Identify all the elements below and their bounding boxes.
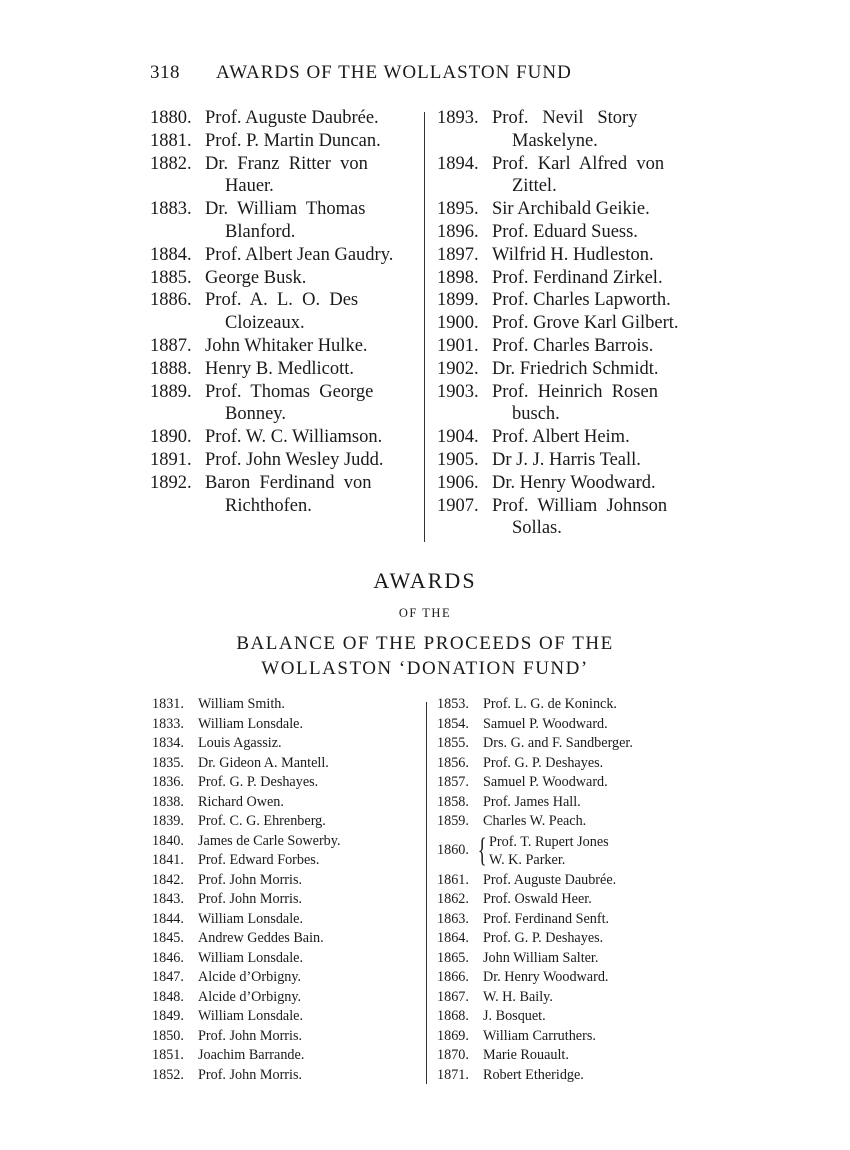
- award-year: 1897.: [437, 244, 479, 265]
- recipient-name: [492, 198, 699, 221]
- recipient-name-text: John Whitaker Hulke.: [205, 335, 368, 356]
- list-item: [437, 910, 707, 930]
- award-year: 1840.: [152, 832, 184, 849]
- award-year: 1841.: [152, 852, 184, 868]
- list-item: [152, 773, 420, 793]
- recipient-name: [198, 871, 420, 891]
- recipient-name: [198, 929, 420, 949]
- list-item: [437, 153, 699, 199]
- recipient-name-text: Prof. Thomas George: [205, 381, 374, 402]
- recipient-name: [205, 335, 412, 358]
- award-year: 1842.: [152, 871, 184, 888]
- recipient-name: [492, 335, 699, 358]
- recipient-name: [205, 472, 412, 518]
- award-year: 1839.: [152, 813, 184, 829]
- recipient-name-text: Prof. P. Martin Duncan.: [205, 130, 381, 151]
- recipient-name-text: William Smith.: [198, 696, 285, 712]
- recipient-name-text: Prof. John Morris.: [198, 891, 303, 907]
- brace-symbol: {: [477, 832, 487, 869]
- recipient-name: [492, 381, 699, 427]
- recipient-name-text: Prof. Ferdinand Senft.: [483, 910, 610, 927]
- award-year: 1843.: [152, 891, 184, 907]
- recipient-name: [483, 988, 707, 1008]
- recipient-name: [483, 1027, 707, 1047]
- recipient-name-text: Prof. John Morris.: [198, 871, 303, 888]
- award-year: 1862.: [437, 891, 469, 907]
- recipient-name: [483, 929, 707, 949]
- list-item: [152, 695, 420, 715]
- list-item: [437, 221, 699, 244]
- recipient-name-text: Dr J. J. Harris Teall.: [492, 449, 641, 470]
- award-year: 1849.: [152, 1008, 184, 1024]
- recipient-name-continuation: Sollas.: [512, 518, 562, 539]
- award-year: 1838.: [152, 793, 184, 810]
- recipient-name: [205, 381, 412, 427]
- recipient-name: [198, 695, 420, 715]
- recipient-name-text: Prof. Charles Barrois.: [492, 335, 654, 356]
- list-item: [152, 1046, 420, 1066]
- recipient-name-text: William Lonsdale.: [198, 949, 304, 966]
- recipient-name: [198, 754, 420, 774]
- recipient-name: W. K. Parker.: [489, 852, 566, 868]
- award-year: 1883.: [150, 199, 192, 220]
- recipient-name-text: Charles W. Peach.: [483, 813, 587, 829]
- list-item: [437, 426, 699, 449]
- recipient-name-text: Prof. C. G. Ehrenberg.: [198, 813, 326, 829]
- award-year: 1836.: [152, 774, 184, 790]
- recipient-name: [483, 773, 707, 793]
- list-item: [152, 793, 420, 813]
- recipient-name-text: John William Salter.: [483, 949, 599, 966]
- list-item: [150, 107, 412, 130]
- recipient-name-continuation: Hauer.: [225, 176, 274, 197]
- list-item: [152, 988, 420, 1008]
- award-year: 1850.: [152, 1027, 184, 1044]
- recipient-name-text: Alcide d’Orbigny.: [198, 969, 302, 985]
- list-item: [437, 495, 699, 541]
- recipient-name: [483, 1007, 707, 1027]
- list-item: [437, 358, 699, 381]
- list-item: [437, 988, 707, 1008]
- recipient-name: [492, 107, 699, 153]
- list-item: [437, 289, 699, 312]
- list-item: [437, 929, 707, 949]
- wollaston-awards-right-column: [437, 107, 699, 540]
- recipient-name: [205, 426, 412, 449]
- recipient-name-text: Dr. Henry Woodward.: [483, 969, 609, 985]
- award-year: 1834.: [152, 735, 184, 751]
- award-year: 1831.: [152, 696, 184, 712]
- recipient-name: [198, 988, 420, 1008]
- recipient-name: [492, 495, 699, 541]
- recipient-name-text: William Carruthers.: [483, 1027, 596, 1044]
- list-item: [150, 335, 412, 358]
- award-year: 1904.: [437, 427, 479, 448]
- recipient-name-text: Prof. Charles Lapworth.: [492, 290, 671, 311]
- recipient-name-text: Robert Etheridge.: [483, 1066, 584, 1083]
- award-year: 1869.: [437, 1027, 469, 1044]
- list-item: [437, 244, 699, 267]
- award-year: 1896.: [437, 221, 479, 242]
- award-year: 1859.: [437, 813, 469, 829]
- recipient-name: [198, 968, 420, 988]
- list-item: [437, 107, 699, 153]
- award-year: 1903.: [437, 381, 479, 402]
- recipient-name-text: Joachim Barrande.: [198, 1047, 305, 1063]
- award-year: 1901.: [437, 335, 479, 356]
- list-item: [437, 267, 699, 290]
- award-year: 1846.: [152, 949, 184, 966]
- recipient-name-text: Richard Owen.: [198, 793, 284, 810]
- joint-recipients: [489, 833, 609, 870]
- recipient-name-text: James de Carle Sowerby.: [198, 832, 341, 849]
- recipient-name-text: William Lonsdale.: [198, 715, 304, 732]
- recipient-name-text: Alcide d’Orbigny.: [198, 988, 302, 1005]
- recipient-name-text: Prof. Edward Forbes.: [198, 852, 320, 868]
- recipient-name: [198, 832, 420, 852]
- award-year: 1865.: [437, 949, 469, 966]
- recipient-name-text: Prof. Albert Heim.: [492, 427, 630, 448]
- recipient-name-text: William Lonsdale.: [198, 1008, 304, 1024]
- recipient-name: [483, 793, 707, 813]
- list-item: [152, 851, 420, 871]
- award-year: 1892.: [150, 472, 192, 493]
- award-year: 1861.: [437, 871, 469, 888]
- award-year: 1886.: [150, 290, 192, 311]
- list-item: [150, 267, 412, 290]
- award-year: 1889.: [150, 381, 192, 402]
- list-item: [150, 198, 412, 244]
- recipient-name-continuation: Bonney.: [225, 404, 286, 425]
- recipient-name-text: Prof. Auguste Daubrée.: [483, 871, 617, 888]
- award-year: 1881.: [150, 130, 192, 151]
- award-year: 1871.: [437, 1066, 469, 1083]
- list-item: [150, 130, 412, 153]
- recipient-name-text: Prof. William Johnson: [492, 495, 668, 516]
- list-item: [437, 754, 707, 774]
- list-item: [437, 695, 707, 715]
- donation-fund-right-column: [437, 695, 707, 1085]
- list-item: [437, 949, 707, 969]
- recipient-name: [198, 793, 420, 813]
- wollaston-awards-left-column: [150, 107, 412, 517]
- recipient-name: [492, 244, 699, 267]
- recipient-name-text: Prof. L. G. de Koninck.: [483, 696, 617, 712]
- recipient-name-text: Drs. G. and F. Sandberger.: [483, 735, 633, 751]
- list-item: [152, 832, 420, 852]
- award-year: 1833.: [152, 715, 184, 732]
- recipient-name-text: Sir Archibald Geikie.: [492, 199, 650, 220]
- recipient-name-text: Prof. John Wesley Judd.: [205, 449, 384, 470]
- award-year: 1880.: [150, 108, 192, 128]
- list-item: [150, 449, 412, 472]
- list-item: [152, 754, 420, 774]
- award-year: 1835.: [152, 754, 184, 771]
- recipient-name: [483, 734, 707, 754]
- recipient-name: [205, 267, 412, 290]
- recipient-name: [198, 910, 420, 930]
- list-item: [152, 890, 420, 910]
- recipient-name-text: Louis Agassiz.: [198, 735, 282, 751]
- list-item: [150, 244, 412, 267]
- recipient-name: [205, 107, 412, 130]
- list-item: [152, 1066, 420, 1086]
- recipient-name-text: Dr. William Thomas: [205, 199, 366, 220]
- list-item: [437, 1066, 707, 1086]
- recipient-name-text: J. Bosquet.: [483, 1008, 546, 1024]
- recipient-name: [198, 773, 420, 793]
- recipient-name: [198, 1066, 420, 1086]
- recipient-name: Prof. T. Rupert Jones: [489, 833, 609, 850]
- recipient-name: [492, 426, 699, 449]
- list-item: [437, 968, 707, 988]
- recipient-name-text: Prof. Nevil Story: [492, 108, 638, 128]
- recipient-name-text: Prof. G. P. Deshayes.: [483, 930, 604, 946]
- list-item: [437, 335, 699, 358]
- list-item: [437, 793, 707, 813]
- header-title: AWARDS OF THE WOLLASTON FUND: [216, 62, 572, 83]
- recipient-name-text: Prof. John Morris.: [198, 1027, 303, 1044]
- list-item: [437, 1007, 707, 1027]
- column-divider: [424, 112, 425, 542]
- recipient-name-text: Marie Rouault.: [483, 1047, 569, 1063]
- recipient-name-text: George Busk.: [205, 267, 307, 288]
- award-year: 1885.: [150, 267, 192, 288]
- section-subtitle-line-2: WOLLASTON ‘DONATION FUND’: [261, 658, 589, 679]
- award-year: 1854.: [437, 715, 469, 732]
- recipient-name-continuation: Zittel.: [512, 176, 557, 197]
- recipient-name-text: Prof. G. P. Deshayes.: [198, 774, 319, 790]
- recipient-name-text: W. H. Baily.: [483, 988, 553, 1005]
- award-year: 1860.: [437, 842, 469, 859]
- recipient-name-text: Prof. Ferdinand Zirkel.: [492, 267, 663, 288]
- donation-fund-left-column: [152, 695, 420, 1085]
- award-year: 1844.: [152, 910, 184, 927]
- list-item: [437, 1046, 707, 1066]
- list-item: [437, 871, 707, 891]
- recipient-name-text: Prof. Auguste Daubrée.: [205, 108, 379, 128]
- list-item: [437, 734, 707, 754]
- recipient-name: [483, 1046, 707, 1066]
- section-subtitle-line-1: BALANCE OF THE PROCEEDS OF THE: [236, 633, 614, 654]
- award-year: 1866.: [437, 969, 469, 985]
- recipient-name-text: Samuel P. Woodward.: [483, 715, 608, 732]
- award-year: 1863.: [437, 910, 469, 927]
- recipient-name-continuation: busch.: [512, 404, 560, 425]
- recipient-name: [205, 153, 412, 199]
- list-item: [437, 312, 699, 335]
- recipient-name: [198, 949, 420, 969]
- award-year: 1898.: [437, 267, 479, 288]
- award-year: 1847.: [152, 969, 184, 985]
- recipient-name-text: Dr. Franz Ritter von: [205, 153, 368, 174]
- recipient-name-text: Dr. Gideon A. Mantell.: [198, 754, 329, 771]
- award-year: 1893.: [437, 108, 479, 128]
- award-year: 1852.: [152, 1066, 184, 1083]
- recipient-name-text: Prof. Albert Jean Gaudry.: [205, 244, 394, 265]
- recipient-name: [205, 358, 412, 381]
- award-year: 1899.: [437, 290, 479, 311]
- list-item: [152, 929, 420, 949]
- award-year: 1900.: [437, 313, 479, 334]
- list-item: [152, 812, 420, 832]
- award-year: 1858.: [437, 793, 469, 810]
- recipient-name: [492, 153, 699, 199]
- list-item: [150, 289, 412, 335]
- recipient-name: [483, 812, 707, 832]
- recipient-name: [492, 289, 699, 312]
- recipient-name: [198, 851, 420, 871]
- page-number: 318: [150, 62, 180, 83]
- award-year: 1887.: [150, 335, 192, 356]
- recipient-name: [492, 221, 699, 244]
- recipient-name: [483, 890, 707, 910]
- award-year: 1891.: [150, 449, 192, 470]
- recipient-name-text: Prof. Karl Alfred von: [492, 153, 665, 174]
- list-item: [437, 890, 707, 910]
- column-divider: [426, 702, 427, 1084]
- recipient-name-continuation: Maskelyne.: [512, 130, 598, 151]
- recipient-name: [198, 1046, 420, 1066]
- recipient-name: [492, 312, 699, 335]
- recipient-name: [483, 695, 707, 715]
- recipient-name: [198, 812, 420, 832]
- award-year: 1907.: [437, 495, 479, 516]
- recipient-name: [483, 754, 707, 774]
- award-year: 1856.: [437, 754, 469, 771]
- recipient-name-text: Prof. A. L. O. Des: [205, 290, 359, 311]
- award-year: 1884.: [150, 244, 192, 265]
- award-year: 1855.: [437, 735, 469, 751]
- section-title: AWARDS: [373, 568, 477, 593]
- recipient-name: [483, 968, 707, 988]
- recipient-name-text: Samuel P. Woodward.: [483, 774, 608, 790]
- award-year: 1870.: [437, 1047, 469, 1063]
- recipient-name-text: Prof. Heinrich Rosen: [492, 381, 658, 402]
- list-item: [150, 153, 412, 199]
- list-item: [437, 773, 707, 793]
- award-year: 1851.: [152, 1047, 184, 1063]
- list-item: [150, 472, 412, 518]
- recipient-name: [483, 949, 707, 969]
- list-item: [437, 832, 707, 871]
- list-item: [152, 1027, 420, 1047]
- recipient-name: [483, 715, 707, 735]
- recipient-name: [483, 1066, 707, 1086]
- list-item: [437, 472, 699, 495]
- recipient-name-text: Prof. Eduard Suess.: [492, 221, 638, 242]
- recipient-name-text: Prof. Grove Karl Gilbert.: [492, 313, 679, 334]
- award-year: 1888.: [150, 358, 192, 379]
- list-item: [152, 1007, 420, 1027]
- list-item: [150, 381, 412, 427]
- recipient-name: [198, 1027, 420, 1047]
- list-item: [437, 812, 707, 832]
- recipient-name-text: Prof. James Hall.: [483, 793, 581, 810]
- award-year: 1848.: [152, 988, 184, 1005]
- recipient-name: [492, 267, 699, 290]
- recipient-name-text: Baron Ferdinand von: [205, 472, 372, 493]
- award-year: 1853.: [437, 696, 469, 712]
- recipient-name: [205, 198, 412, 244]
- recipient-name-text: Dr. Friedrich Schmidt.: [492, 358, 659, 379]
- recipient-name-text: Prof. Oswald Heer.: [483, 891, 592, 907]
- list-item: [152, 871, 420, 891]
- recipient-name-text: Prof. John Morris.: [198, 1066, 303, 1083]
- list-item: [437, 1027, 707, 1047]
- award-year: 1890.: [150, 427, 192, 448]
- recipient-name-text: Wilfrid H. Hudleston.: [492, 244, 654, 265]
- recipient-name: [198, 1007, 420, 1027]
- recipient-name-text: Henry B. Medlicott.: [205, 358, 355, 379]
- list-item: [152, 715, 420, 735]
- award-year: 1857.: [437, 774, 469, 790]
- award-year: 1906.: [437, 472, 479, 493]
- award-year: 1894.: [437, 153, 479, 174]
- recipient-name: [205, 130, 412, 153]
- recipient-name-continuation: Cloizeaux.: [225, 313, 305, 334]
- recipient-name: [205, 244, 412, 267]
- award-year: 1905.: [437, 449, 479, 470]
- award-year: 1868.: [437, 1008, 469, 1024]
- recipient-name: [205, 449, 412, 472]
- recipient-name: [483, 910, 707, 930]
- award-year: 1882.: [150, 153, 192, 174]
- list-item: [152, 949, 420, 969]
- list-item: [152, 968, 420, 988]
- recipient-name: [198, 715, 420, 735]
- recipient-name-text: Prof. G. P. Deshayes.: [483, 754, 604, 771]
- recipient-name: [205, 289, 412, 335]
- list-item: [437, 449, 699, 472]
- recipient-name-text: Dr. Henry Woodward.: [492, 472, 656, 493]
- recipient-name: [492, 449, 699, 472]
- list-item: [150, 358, 412, 381]
- recipient-name-continuation: Blanford.: [225, 221, 296, 242]
- recipient-name-text: Prof. W. C. Williamson.: [205, 427, 383, 448]
- recipient-name-text: Andrew Geddes Bain.: [198, 930, 324, 946]
- recipient-name: [492, 358, 699, 381]
- recipient-name: [483, 871, 707, 891]
- award-year: 1902.: [437, 358, 479, 379]
- list-item: [437, 198, 699, 221]
- award-year: 1895.: [437, 199, 479, 220]
- award-year: 1845.: [152, 930, 184, 946]
- award-year: 1867.: [437, 988, 469, 1005]
- award-year: 1864.: [437, 930, 469, 946]
- running-header: [150, 62, 670, 84]
- recipient-name: [492, 472, 699, 495]
- list-item: [150, 426, 412, 449]
- recipient-name: [198, 890, 420, 910]
- recipient-name-text: William Lonsdale.: [198, 910, 304, 927]
- section-of-the: OF THE: [398, 606, 452, 620]
- list-item: [152, 734, 420, 754]
- list-item: [437, 715, 707, 735]
- recipient-name-continuation: Richthofen.: [225, 495, 312, 516]
- recipient-name: [198, 734, 420, 754]
- list-item: [437, 381, 699, 427]
- list-item: [152, 910, 420, 930]
